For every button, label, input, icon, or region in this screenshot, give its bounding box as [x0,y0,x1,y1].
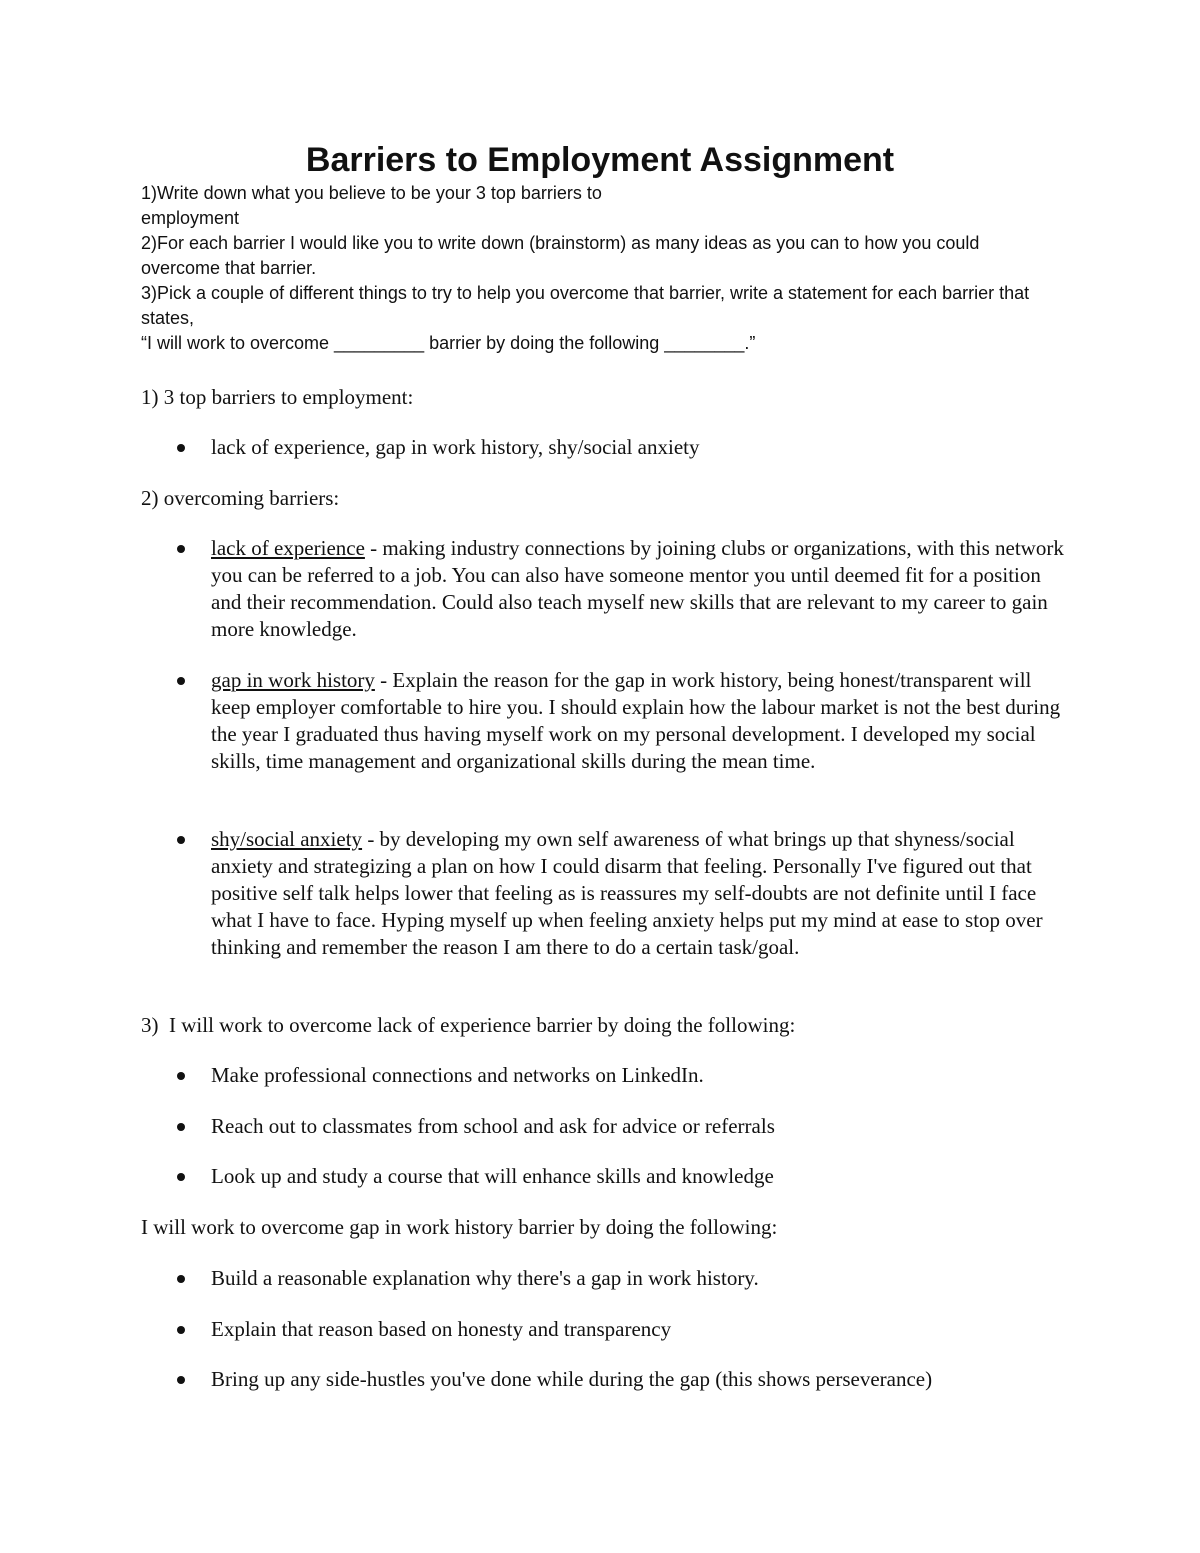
bullet-icon [177,1072,185,1080]
section3-item-1: Make professional connections and networks on LinkedIn. [211,1063,704,1087]
instruction-1a: 1)Write down what you believe to be your 3 top barriers to [141,183,602,203]
barrier-label-shy-social-anxiety: shy/social anxiety [211,827,363,851]
section4-heading: I will work to overcome gap in work history barrier by doing the following: [141,1215,778,1239]
assignment-instructions [141,181,1061,356]
barrier-label-gap-in-work-history: gap in work history [211,668,375,692]
bullet-icon [177,444,185,452]
barrier-label-lack-of-experience: lack of experience [211,536,365,560]
bullet-icon [177,545,185,553]
section4-item-2: Explain that reason based on honesty and transparency [211,1317,672,1341]
section1-heading: 1) 3 top barriers to employment: [141,385,414,409]
section2-item-3 [211,826,1071,961]
section3-item-3: Look up and study a course that will enhance skills and knowledge [211,1164,774,1188]
barrier-text-shy-social-anxiety: - by developing my own self awareness of what brings up that shyness/social anxiety and strategizing a plan on how I could disarm that feeling. Personally I've figured out that positive self talk helps lower that feeling as is reassures my self-doubts are not definite until I face what I have to face. Hyping myself up when feeling anxiety helps put my mind at ease to stop over thinking and remember the reason I am there to do a certain task/goal. [211,827,1043,959]
bullet-icon [177,1173,185,1181]
section2-heading: 2) overcoming barriers: [141,486,340,510]
section2-item-2 [211,667,1071,775]
bullet-icon [177,836,185,844]
instruction-2: 2)For each barrier I would like you to write down (brainstorm) as many ideas as you can to how you could overcome that barrier. [141,233,980,278]
bullet-icon [177,1326,185,1334]
instruction-1b: employment [141,208,240,228]
section4-item-3: Bring up any side-hustles you've done while during the gap (this shows perseverance) [211,1367,933,1391]
section2-item-1 [211,535,1071,643]
bullet-icon [177,1275,185,1283]
section3-heading: 3) I will work to overcome lack of experience barrier by doing the following: [141,1013,796,1037]
page-title: Barriers to Employment Assignment [305,141,895,179]
section4-item-1: Build a reasonable explanation why there's a gap in work history. [211,1266,759,1290]
barrier-text-gap-in-work-history: - Explain the reason for the gap in work history, being honest/transparent will keep employer comfortable to hire you. I should explain how the labour market is not the best during the year I graduated thus having myself work on my personal development. I developed my social skills, time management and organizational skills during the mean time. [211,668,1061,773]
section1-item-1: lack of experience, gap in work history, shy/social anxiety [211,435,700,459]
instruction-3: 3)Pick a couple of different things to try to help you overcome that barrier, write a statement for each barrier that states, [141,283,1030,328]
section3-item-2: Reach out to classmates from school and ask for advice or referrals [211,1114,775,1138]
bullet-icon [177,677,185,685]
bullet-icon [177,1123,185,1131]
bullet-icon [177,1376,185,1384]
barrier-text-lack-of-experience: - making industry connections by joining clubs or organizations, with this network you can be referred to a job. You can also have someone mentor you until deemed fit for a position and their recommendation. Could also teach myself new skills that are relevant to my career to gain more knowledge. [211,536,1064,641]
instruction-4: “I will work to overcome _________ barrier by doing the following ________.” [141,333,756,353]
